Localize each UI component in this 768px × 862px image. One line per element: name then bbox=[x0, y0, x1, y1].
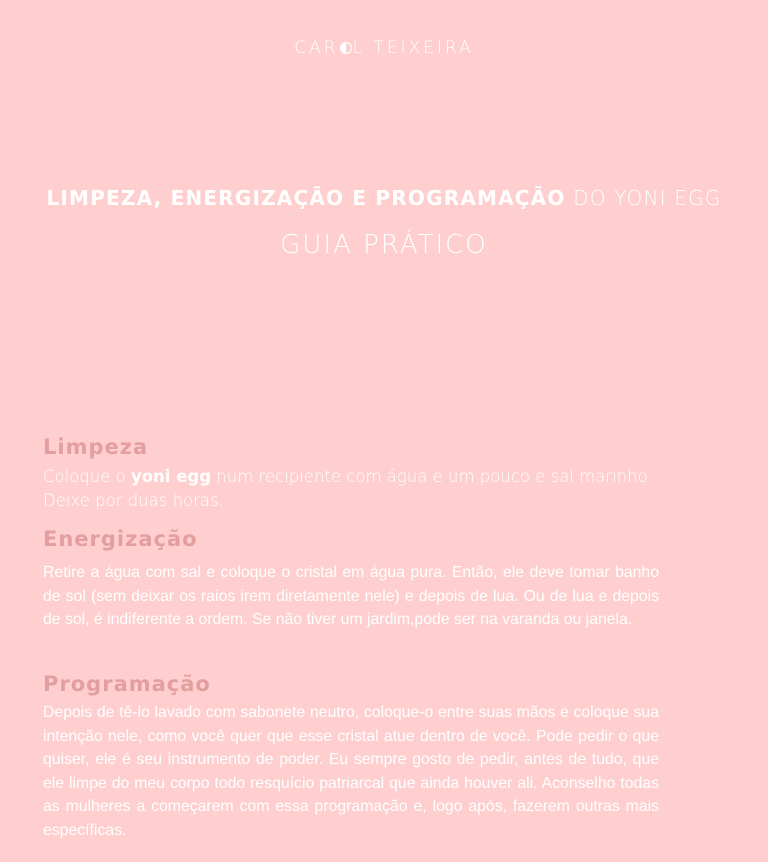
limpeza-text-em: yoni egg bbox=[130, 467, 212, 486]
section-heading: Programação bbox=[43, 672, 211, 696]
section-limpeza bbox=[43, 435, 659, 512]
brand-text-start: CAR bbox=[294, 38, 339, 58]
limpeza-text-b: num recipiente com água e um pouco e sal marinho. Deixe por duas horas. bbox=[43, 467, 653, 510]
section-heading: Limpeza bbox=[43, 435, 149, 459]
section-energizacao bbox=[43, 527, 659, 632]
document-title bbox=[0, 186, 768, 210]
moon-icon bbox=[340, 42, 352, 54]
section-heading: Energização bbox=[43, 527, 198, 551]
title-strong: LIMPEZA, ENERGIZAÇÃO E PROGRAMAÇÃO bbox=[46, 186, 566, 210]
section-text bbox=[43, 465, 659, 512]
document-subtitle: GUIA PRÁTICO bbox=[280, 230, 488, 260]
brand-text-end: L TEIXEIRA bbox=[352, 38, 474, 58]
title-light: DO YONI EGG bbox=[573, 186, 722, 210]
section-text: Depois de tê-lo lavado com sabonete neutro, coloque-o entre suas mãos e coloque sua intenção nele, como você quer que esse cristal atue dentro de você. Pode pedir o que quiser, ele é seu instrumento de poder. Eu sempre gosto de pedir, antes de tudo, que ele limpe do meu corpo todo resquício patriarcal que ainda houver ali. Aconselho todas as mulheres a começarem com essa programação e, logo após, fazerem outras mais específicas. bbox=[43, 704, 659, 839]
section-text: Retire a água com sal e coloque o cristal em água pura. Então, ele deve tomar banho de sol (sem deixar os raios irem diretamente nele) e depois de lua. Ou de lua e depois de sol, é indiferente a ordem. Se não tiver um jardim,pode ser na varanda ou janela. bbox=[43, 564, 659, 628]
brand-logo bbox=[0, 38, 768, 58]
limpeza-text-a: Coloque o bbox=[43, 467, 126, 486]
section-programacao bbox=[43, 672, 659, 842]
